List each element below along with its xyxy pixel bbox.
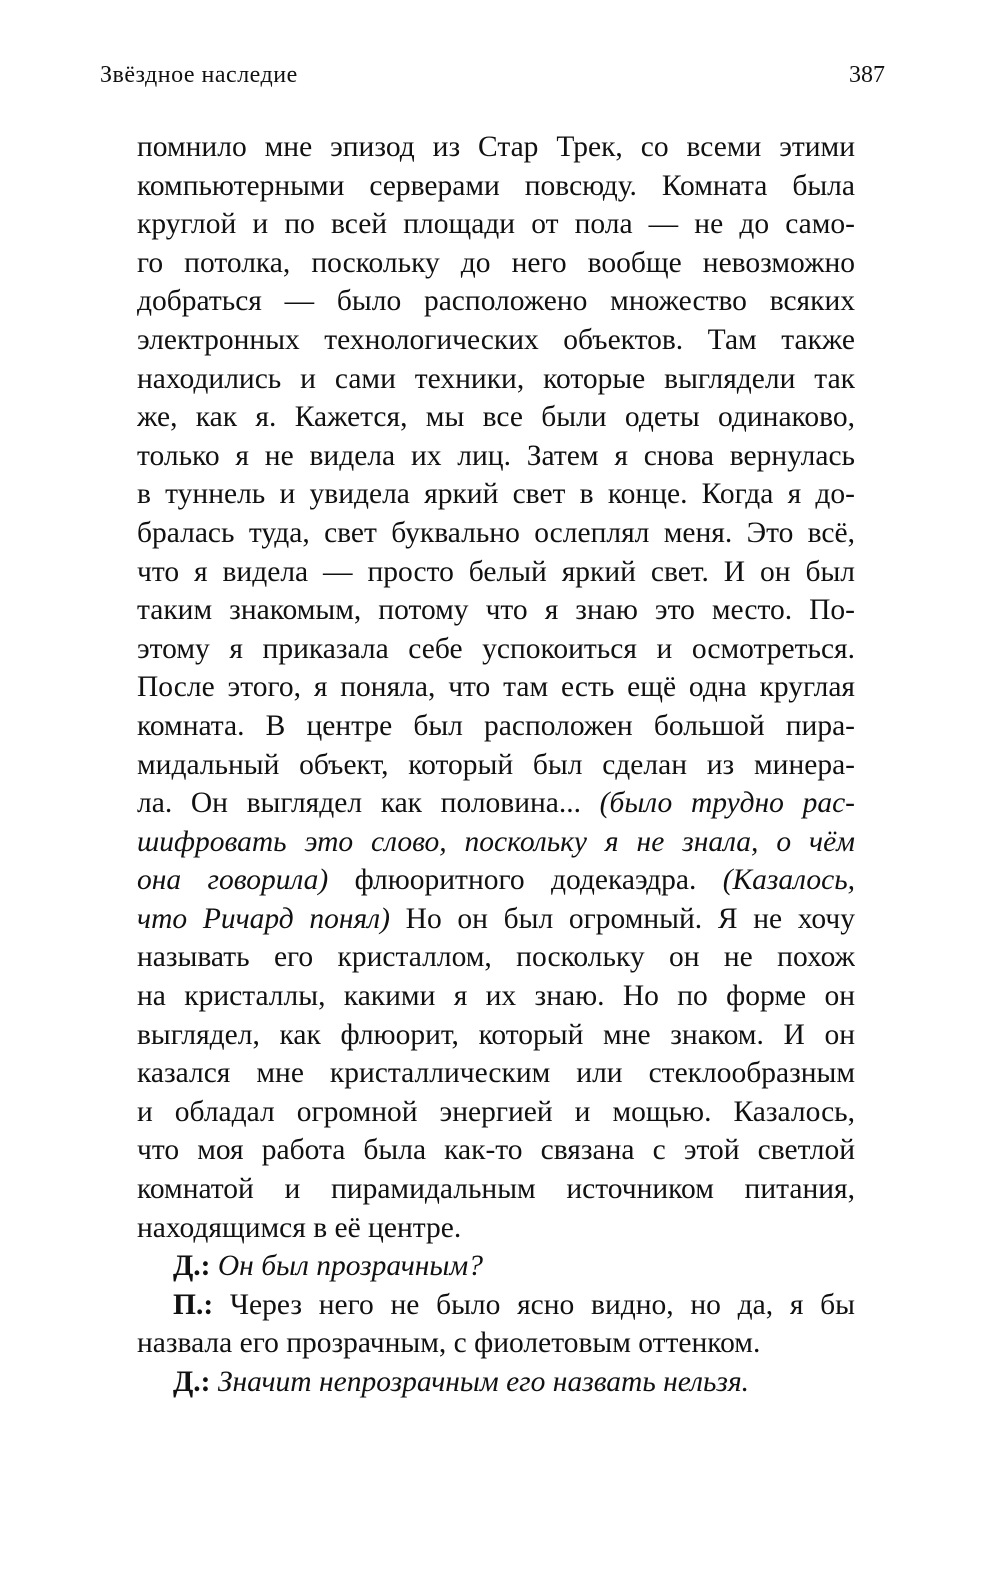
- body-text: [137, 128, 855, 1402]
- text-segment: таким знакомым, потому что я знаю это место. По-: [137, 594, 855, 627]
- text-line: [137, 861, 855, 900]
- text-line: [137, 475, 855, 514]
- text-line: [137, 1016, 855, 1055]
- text-segment: ла. Он выглядел как половина...: [137, 787, 600, 820]
- text-line: [137, 167, 855, 206]
- text-line: [137, 823, 855, 862]
- text-line: [137, 1170, 855, 1209]
- text-segment: находящимся в её центре.: [137, 1211, 462, 1244]
- text-segment: же, как я. Кажется, мы все были одеты одинаково,: [137, 401, 855, 434]
- text-segment: назвала его прозрачным, с фиолетовым оттенком.: [137, 1327, 761, 1360]
- italic-text: Он был прозрачным?: [210, 1250, 483, 1283]
- italic-text: Значит непрозрачным его назвать нельзя.: [210, 1366, 750, 1398]
- text-segment: находились и сами техники, которые выглядели так: [137, 362, 855, 395]
- text-segment: круглой и по всей площади от пола — не до само-: [137, 208, 855, 241]
- text-line: [137, 128, 855, 167]
- text-line: [137, 360, 855, 399]
- text-line: [137, 1054, 855, 1093]
- text-segment: комнатой и пирамидальным источником питания,: [137, 1173, 855, 1206]
- text-line: [137, 784, 855, 823]
- italic-text: она говорила): [137, 864, 329, 897]
- text-line: [137, 205, 855, 244]
- text-line: [137, 398, 855, 437]
- text-line: [137, 1247, 855, 1286]
- text-segment: добраться — было расположено множество всяких: [137, 285, 855, 318]
- text-segment: мидальный объект, который был сделан из минера-: [137, 748, 855, 781]
- text-segment: флюоритного додекаэдра.: [328, 864, 723, 897]
- text-segment: и обладал огромной энергией и мощью. Казалось,: [137, 1095, 855, 1128]
- text-segment: После этого, я поняла, что там есть ещё одна круглая: [137, 671, 855, 704]
- text-segment: электронных технологических объектов. Там также: [137, 323, 855, 356]
- speaker-label: Д.:: [173, 1250, 211, 1283]
- italic-text: (Казалось,: [722, 864, 855, 897]
- text-segment: выглядел, как флюорит, который мне знаком. И он: [137, 1018, 855, 1051]
- text-segment: помнило мне эпизод из Стар Трек, со всеми этими: [137, 131, 855, 163]
- page-number: 387: [849, 62, 885, 88]
- running-header: [100, 58, 885, 92]
- text-line: [137, 977, 855, 1016]
- text-segment: Через него не было ясно видно, но да, я бы: [213, 1288, 855, 1321]
- text-line: [137, 1286, 855, 1325]
- text-line: [137, 244, 855, 283]
- text-line: [137, 707, 855, 746]
- text-line: [137, 900, 855, 939]
- text-segment: что моя работа была как-то связана с этой светлой: [137, 1134, 855, 1167]
- text-line: [137, 282, 855, 321]
- italic-text: что Ричард понял): [137, 902, 390, 935]
- text-segment: комната. В центре был расположен большой пира-: [137, 709, 855, 742]
- text-segment: бралась туда, свет буквально ослеплял меня. Это всё,: [137, 516, 855, 549]
- speaker-label: П.:: [173, 1288, 214, 1321]
- text-line: [137, 668, 855, 707]
- text-line: [137, 1131, 855, 1170]
- text-segment: Но он был огромный. Я не хочу: [389, 902, 855, 935]
- text-line: [137, 1093, 855, 1132]
- text-line: [137, 1363, 855, 1402]
- italic-text: шифровать это слово, поскольку я не знала, о чём: [137, 825, 855, 858]
- text-segment: что я видела — просто белый яркий свет. И он был: [137, 555, 855, 588]
- text-line: [137, 591, 855, 630]
- text-segment: называть его кристаллом, поскольку он не похож: [137, 941, 855, 974]
- text-segment: го потолка, поскольку до него вообще невозможно: [137, 246, 855, 279]
- text-segment: в туннель и увидела яркий свет в конце. Когда я до-: [137, 478, 855, 511]
- text-line: [137, 746, 855, 785]
- text-segment: этому я приказала себе успокоиться и осмотреться.: [137, 632, 855, 665]
- text-line: [137, 1209, 855, 1248]
- text-line: [137, 553, 855, 592]
- text-line: [137, 1324, 855, 1363]
- speaker-label: Д.:: [173, 1366, 211, 1398]
- italic-text: (было трудно рас-: [599, 787, 855, 820]
- text-line: [137, 630, 855, 669]
- text-line: [137, 321, 855, 360]
- text-segment: на кристаллы, какими я их знаю. Но по форме он: [137, 980, 855, 1013]
- text-line: [137, 437, 855, 476]
- text-line: [137, 938, 855, 977]
- text-segment: только я не видела их лиц. Затем я снова вернулась: [137, 439, 855, 472]
- text-segment: казался мне кристаллическим или стеклообразным: [137, 1057, 855, 1090]
- book-title: Звёздное наследие: [100, 62, 298, 88]
- text-segment: компьютерными серверами повсюду. Комната была: [137, 169, 855, 202]
- text-line: [137, 514, 855, 553]
